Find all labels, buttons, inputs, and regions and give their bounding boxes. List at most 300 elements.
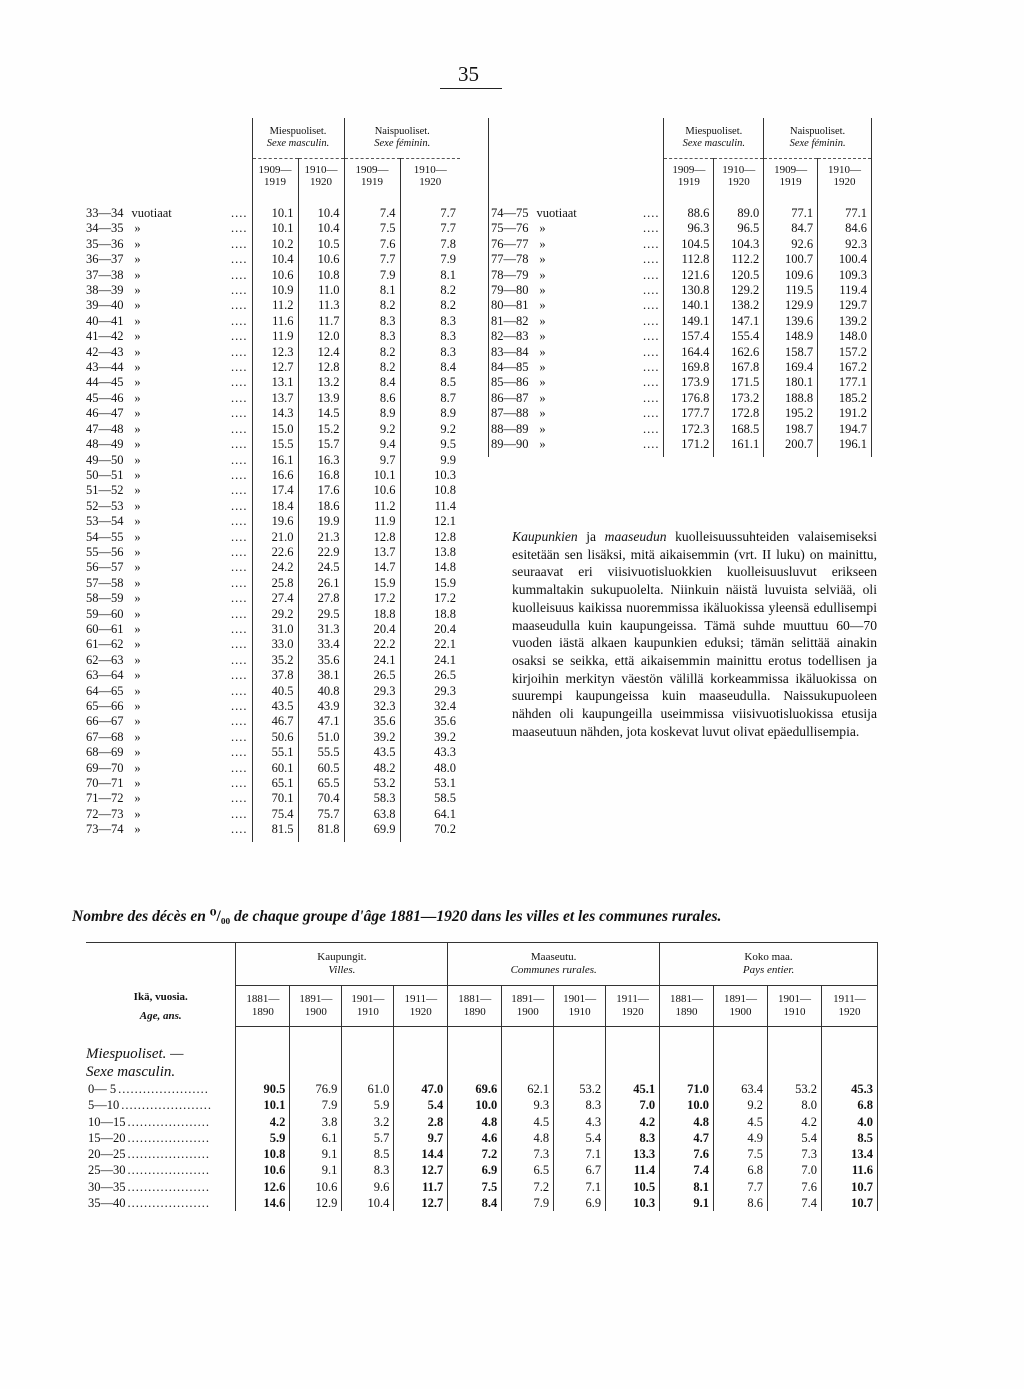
table-row xyxy=(84,314,460,329)
value-cell: 191.2 xyxy=(818,406,872,421)
value-cell: 5.4 xyxy=(767,1130,821,1146)
value-cell: 11.9 xyxy=(344,514,400,529)
ditto-mark: » xyxy=(134,699,141,713)
value-cell: 10.3 xyxy=(606,1195,660,1211)
value-cell: 7.9 xyxy=(502,1195,554,1211)
table-row xyxy=(86,1195,878,1211)
age-group-cell: 60—61 » .... xyxy=(84,622,252,637)
age-group: 64—65 xyxy=(86,683,124,698)
age-group-cell: 37—38 » .... xyxy=(84,268,252,283)
age-group: 34—35 xyxy=(86,221,124,236)
value-cell: 9.1 xyxy=(660,1195,714,1211)
age-group-cell: 56—57 » .... xyxy=(84,560,252,575)
value-cell: 70.2 xyxy=(434,822,456,837)
ditto-mark: » xyxy=(134,760,141,775)
value-cell: 158.7 xyxy=(764,345,818,360)
ditto-mark: » xyxy=(134,544,141,559)
value-cell: 8.4 xyxy=(344,375,400,390)
table-row xyxy=(84,283,460,298)
value-cell: 168.5 xyxy=(714,422,764,437)
value-cell: 11.2 xyxy=(344,499,400,514)
table-row xyxy=(86,1146,878,1162)
value-cell: 8.5 xyxy=(440,375,456,390)
table-row xyxy=(84,391,460,406)
value-cell: 46.7 xyxy=(252,714,298,729)
age-group: 25—30 xyxy=(88,1163,126,1178)
period-start: 1881— xyxy=(246,993,280,1005)
age-group: 88—89 xyxy=(491,421,529,436)
table-row xyxy=(84,761,460,776)
period-header: 1910— 1920 xyxy=(818,158,872,194)
age-group: 76—77 xyxy=(491,236,529,251)
period-start: 1891— xyxy=(724,993,757,1005)
value-cell: 4.8 xyxy=(502,1130,554,1146)
value-cell: 17.6 xyxy=(298,483,344,498)
value-cell: 9.7 xyxy=(344,453,400,468)
value-cell: 15.5 xyxy=(252,437,298,452)
value-cell: 4.7 xyxy=(660,1130,714,1146)
value-cell: 7.4 xyxy=(660,1162,714,1178)
table-row xyxy=(489,298,872,313)
age-group: 41—42 xyxy=(86,329,124,344)
value-cell: 39.2 xyxy=(434,729,456,744)
table-row xyxy=(84,622,460,637)
age-group: 77—78 xyxy=(491,252,529,267)
value-cell: 10.1 xyxy=(344,468,400,483)
table-row xyxy=(86,1097,878,1113)
value-cell: 69.6 xyxy=(448,1081,502,1097)
value-cell: 4.9 xyxy=(714,1130,768,1146)
table-row xyxy=(489,268,872,283)
period-end: 1920 xyxy=(621,1006,644,1018)
value-cell: 10.8 xyxy=(434,483,456,498)
period-end: 1920 xyxy=(838,1006,861,1018)
value-cell: 26.5 xyxy=(434,668,456,683)
ditto-mark: » xyxy=(134,283,141,298)
value-cell: 55.5 xyxy=(298,745,344,760)
value-cell: 8.1 xyxy=(440,267,456,282)
value-cell: 77.1 xyxy=(818,206,872,221)
value-cell: 129.7 xyxy=(818,298,872,313)
table-row xyxy=(84,468,460,483)
value-cell: 53.1 xyxy=(434,776,456,791)
age-group: 86—87 xyxy=(491,390,529,405)
value-cell: 6.8 xyxy=(714,1162,768,1178)
age-group-cell: 36—37 » .... xyxy=(84,252,252,267)
value-cell: 8.3 xyxy=(440,329,456,344)
period-end: 1890 xyxy=(675,1006,698,1018)
age-group: 38—39 xyxy=(86,283,124,298)
age-group-cell: 83—84 » .... xyxy=(489,345,664,360)
value-cell: 15.2 xyxy=(298,422,344,437)
table-row xyxy=(489,206,872,221)
value-cell: 9.9 xyxy=(440,452,456,467)
value-cell: 10.6 xyxy=(290,1179,342,1195)
value-cell: 8.2 xyxy=(344,345,400,360)
age-group: 69—70 xyxy=(86,760,124,775)
period-header: 1909— 1919 xyxy=(344,158,400,194)
value-cell: 58.3 xyxy=(344,791,400,806)
period-start: 1901— xyxy=(777,993,811,1005)
value-cell: 13.2 xyxy=(298,375,344,390)
age-group: 37—38 xyxy=(86,267,124,282)
value-cell: 171.2 xyxy=(664,437,714,452)
value-cell: 17.2 xyxy=(434,591,456,606)
ditto-mark: » xyxy=(134,467,141,482)
value-cell: 63.8 xyxy=(344,807,400,822)
value-cell: 24.1 xyxy=(344,653,400,668)
age-group-cell: 50—51 » .... xyxy=(84,468,252,483)
value-cell: 6.5 xyxy=(502,1162,554,1178)
value-cell: 8.6 xyxy=(714,1195,768,1211)
value-cell: 11.6 xyxy=(821,1162,877,1178)
age-group-cell: 5—10 ...................... xyxy=(86,1097,236,1113)
value-cell: 177.1 xyxy=(818,375,872,390)
value-cell: 8.3 xyxy=(606,1130,660,1146)
value-cell: 25.8 xyxy=(252,576,298,591)
age-group-cell: 43—44 » .... xyxy=(84,360,252,375)
age-group-cell: 48—49 » .... xyxy=(84,437,252,452)
table-row xyxy=(84,822,460,837)
age-group-cell: 25—30 .................... xyxy=(86,1162,236,1178)
table-row xyxy=(84,268,460,283)
value-cell: 11.4 xyxy=(434,498,456,513)
period-header xyxy=(767,986,821,1027)
value-cell: 76.9 xyxy=(290,1081,342,1097)
value-cell: 7.1 xyxy=(554,1179,606,1195)
age-group: 0— 5 xyxy=(88,1082,117,1096)
value-cell: 7.4 xyxy=(767,1195,821,1211)
age-group-cell: 42—43 » .... xyxy=(84,345,252,360)
value-cell: 11.6 xyxy=(252,314,298,329)
value-cell: 14.6 xyxy=(236,1195,290,1211)
ditto-mark: » xyxy=(134,236,141,251)
table-row xyxy=(489,252,872,267)
value-cell: 9.2 xyxy=(714,1097,768,1113)
ditto-mark: » xyxy=(134,776,141,791)
ditto-mark: » xyxy=(134,560,141,575)
age-group: 61—62 xyxy=(86,637,124,652)
age-group-cell: 53—54 » .... xyxy=(84,514,252,529)
period-header xyxy=(821,986,877,1027)
table-row xyxy=(84,237,460,252)
commentary-paragraph: Kaupunkien ja maaseudun kuolleisuussuhteiden valaisemiseksi esitetään sen lisäksi, mitä aikaisemmin (vrt. II luku) on mainittu, seuraavat eri viisivuotisluokkien kuolleisuusluvut erikseen kummaltakin sukupuolelta. Niinkuin näistä luvuista selviää, oli kuolleisuus kaikissa nuoremmissa ikäluokissa yleensä edullisempi maaseudulla kuin kaupungeissa. Tämä suhde muuttuu 60—70 vuoden iästä alkaen kaupunkien eduksi; tämän selittää ainakin osaksi se seikka, että aikaisemmin mainittu erotus todellisen ja kirjoihin merkityn väestön välillä korkeammissa ikäluokissa on suurempi kaupungeissa kuin maaseudulla. Naissukupuoleen nähden oli kaupungeilla useimmissa viisivuotisluokissa etusija maaseutuun nähden, jota koskevat luvut olivat epäedullisempia. xyxy=(512,529,878,739)
value-cell: 48.2 xyxy=(344,761,400,776)
age-group: 15—20 xyxy=(88,1130,126,1145)
value-cell: 17.4 xyxy=(252,483,298,498)
period-end: 1900 xyxy=(516,1006,539,1018)
value-cell: 7.1 xyxy=(554,1146,606,1162)
value-cell: 47.0 xyxy=(394,1081,448,1097)
value-cell: 7.2 xyxy=(502,1179,554,1195)
table-row xyxy=(86,1130,878,1146)
age-group-cell: 68—69 » .... xyxy=(84,745,252,760)
table-row xyxy=(84,776,460,791)
value-cell: 10.0 xyxy=(660,1097,714,1113)
table-row xyxy=(84,591,460,606)
urban-rural-table xyxy=(86,942,878,1211)
value-cell: 3.8 xyxy=(290,1114,342,1130)
age-group-cell: 85—86 » .... xyxy=(489,375,664,390)
table-row xyxy=(489,375,872,390)
age-group-cell: 77—78 » .... xyxy=(489,252,664,267)
table-row xyxy=(489,406,872,421)
period-start: 1881— xyxy=(670,993,704,1005)
age-group: 72—73 xyxy=(86,806,124,821)
value-cell: 96.3 xyxy=(664,221,714,236)
age-group-cell: 61—62 » .... xyxy=(84,637,252,652)
period-header xyxy=(502,986,554,1027)
period-start: 1891— xyxy=(511,993,545,1005)
section-label: Miespuoliset. — xyxy=(86,1045,236,1063)
value-cell: 6.7 xyxy=(554,1162,606,1178)
age-group-cell: 80—81 » .... xyxy=(489,298,664,313)
ditto-mark: » xyxy=(134,683,141,698)
age-group: 56—57 xyxy=(86,560,124,575)
ditto-mark: » xyxy=(539,221,546,236)
value-cell: 11.2 xyxy=(252,298,298,313)
ditto-mark: » xyxy=(539,283,546,298)
value-cell: 172.3 xyxy=(664,422,714,437)
value-cell: 8.4 xyxy=(440,360,456,375)
ditto-mark: » xyxy=(134,483,141,498)
period-header: 1910— 1920 xyxy=(714,158,764,194)
value-cell: 5.9 xyxy=(342,1097,394,1113)
value-cell: 155.4 xyxy=(714,329,764,344)
age-group: 35—36 xyxy=(86,236,124,251)
period-end: 1900 xyxy=(304,1006,327,1018)
table-row xyxy=(84,653,460,668)
age-group: 73—74 xyxy=(86,822,124,837)
age-group-cell: 59—60 » .... xyxy=(84,607,252,622)
ditto-mark: » xyxy=(134,313,141,328)
value-cell: 8.3 xyxy=(554,1097,606,1113)
value-cell: 8.3 xyxy=(440,313,456,328)
value-cell: 15.7 xyxy=(298,437,344,452)
value-cell: 3.2 xyxy=(342,1114,394,1130)
table-row xyxy=(489,360,872,375)
value-cell: 10.3 xyxy=(434,467,456,482)
value-cell: 12.7 xyxy=(394,1162,448,1178)
ditto-mark: » xyxy=(539,252,546,267)
period-start: 1901— xyxy=(351,993,385,1005)
period-header: 1910— 1920 xyxy=(298,158,344,194)
value-cell: 15.0 xyxy=(252,422,298,437)
value-cell: 10.0 xyxy=(448,1097,502,1113)
value-cell: 4.8 xyxy=(660,1114,714,1130)
value-cell: 10.8 xyxy=(298,268,344,283)
ditto-mark: » xyxy=(539,375,546,390)
value-cell: 16.3 xyxy=(298,453,344,468)
value-cell: 112.2 xyxy=(714,252,764,267)
value-cell: 84.6 xyxy=(818,221,872,236)
age-group: 53—54 xyxy=(86,514,124,529)
value-cell: 15.9 xyxy=(344,576,400,591)
value-cell: 8.2 xyxy=(344,360,400,375)
ditto-mark: » xyxy=(134,375,141,390)
period-end: 1910 xyxy=(356,1006,379,1018)
value-cell: 47.1 xyxy=(298,714,344,729)
ditto-mark: » xyxy=(134,421,141,436)
period-end: 1920 xyxy=(409,1006,432,1018)
value-cell: 167.2 xyxy=(818,360,872,375)
value-cell: 43.9 xyxy=(298,699,344,714)
table-row xyxy=(489,237,872,252)
value-cell: 4.8 xyxy=(448,1114,502,1130)
ditto-mark: » xyxy=(134,822,141,837)
period-start: 1891— xyxy=(299,993,333,1005)
age-group-cell: 81—82 » .... xyxy=(489,314,664,329)
value-cell: 10.8 xyxy=(236,1146,290,1162)
value-cell: 129.2 xyxy=(714,283,764,298)
value-cell: 10.4 xyxy=(342,1195,394,1211)
value-cell: 12.7 xyxy=(394,1195,448,1211)
value-cell: 100.7 xyxy=(764,252,818,267)
age-group: 78—79 xyxy=(491,267,529,282)
value-cell: 7.9 xyxy=(344,268,400,283)
age-group: 79—80 xyxy=(491,283,529,298)
value-cell: 10.6 xyxy=(344,483,400,498)
age-group: 43—44 xyxy=(86,360,124,375)
value-cell: 35.2 xyxy=(252,653,298,668)
value-cell: 10.4 xyxy=(252,252,298,267)
value-cell: 21.3 xyxy=(298,530,344,545)
period-header xyxy=(448,986,502,1027)
value-cell: 40.8 xyxy=(298,684,344,699)
age-group-cell: 15—20 .................... xyxy=(86,1130,236,1146)
ditto-mark: » xyxy=(539,298,546,313)
age-group-cell: 49—50 » .... xyxy=(84,453,252,468)
ditto-mark: » xyxy=(539,329,546,344)
value-cell: 6.9 xyxy=(448,1162,502,1178)
age-group: 85—86 xyxy=(491,375,529,390)
page-number-rule xyxy=(440,88,502,89)
value-cell: 8.3 xyxy=(344,314,400,329)
value-cell: 10.1 xyxy=(236,1097,290,1113)
period-header xyxy=(394,986,448,1027)
value-cell: 11.7 xyxy=(394,1179,448,1195)
value-cell: 4.2 xyxy=(606,1114,660,1130)
value-cell: 7.5 xyxy=(344,221,400,236)
value-cell: 65.1 xyxy=(252,776,298,791)
age-group: 40—41 xyxy=(86,313,124,328)
age-group: 59—60 xyxy=(86,606,124,621)
table-row xyxy=(84,375,460,390)
table-row xyxy=(84,545,460,560)
value-cell: 140.1 xyxy=(664,298,714,313)
value-cell: 43.5 xyxy=(252,699,298,714)
value-cell: 12.8 xyxy=(434,529,456,544)
page-number: 35 xyxy=(458,62,479,86)
value-cell: 20.4 xyxy=(344,622,400,637)
value-cell: 12.3 xyxy=(252,345,298,360)
value-cell: 32.3 xyxy=(344,699,400,714)
table-row xyxy=(86,1179,878,1195)
value-cell: 50.6 xyxy=(252,730,298,745)
table-row xyxy=(489,329,872,344)
age-group: 45—46 xyxy=(86,390,124,405)
value-cell: 9.7 xyxy=(394,1130,448,1146)
age-group-cell: 63—64 » .... xyxy=(84,668,252,683)
right-mortality-table xyxy=(488,118,872,457)
value-cell: 5.4 xyxy=(554,1130,606,1146)
age-group: 39—40 xyxy=(86,298,124,313)
value-cell: 10.1 xyxy=(252,221,298,236)
age-group: 20—25 xyxy=(88,1147,126,1162)
value-cell: 148.0 xyxy=(818,329,872,344)
value-cell: 121.6 xyxy=(664,268,714,283)
value-cell: 33.4 xyxy=(298,637,344,652)
value-cell: 194.7 xyxy=(818,422,872,437)
value-cell: 162.6 xyxy=(714,345,764,360)
value-cell: 7.7 xyxy=(440,221,456,236)
table-row xyxy=(489,314,872,329)
age-group-cell: 82—83 » .... xyxy=(489,329,664,344)
age-header: Ikä, vuosia. Age, ans. xyxy=(86,943,236,1027)
value-cell: 7.7 xyxy=(714,1179,768,1195)
value-cell: 81.5 xyxy=(252,822,298,837)
value-cell: 11.7 xyxy=(298,314,344,329)
value-cell: 10.1 xyxy=(252,206,298,221)
value-cell: 8.5 xyxy=(342,1146,394,1162)
ditto-mark: » xyxy=(134,406,141,421)
value-cell: 195.2 xyxy=(764,406,818,421)
value-cell: 9.2 xyxy=(344,422,400,437)
age-group-cell: 88—89 » .... xyxy=(489,422,664,437)
value-cell: 11.4 xyxy=(606,1162,660,1178)
value-cell: 8.9 xyxy=(344,406,400,421)
period-start: 1901— xyxy=(563,993,597,1005)
value-cell: 12.8 xyxy=(298,360,344,375)
table-row xyxy=(84,221,460,236)
value-cell: 138.2 xyxy=(714,298,764,313)
age-group-cell: 35—36 » .... xyxy=(84,237,252,252)
value-cell: 169.8 xyxy=(664,360,714,375)
table-row xyxy=(84,668,460,683)
value-cell: 10.6 xyxy=(236,1162,290,1178)
ditto-mark: » xyxy=(134,745,141,760)
value-cell: 65.5 xyxy=(298,776,344,791)
age-group-cell: 70—71 » .... xyxy=(84,776,252,791)
age-group-cell: 69—70 » .... xyxy=(84,761,252,776)
value-cell: 19.9 xyxy=(298,514,344,529)
value-cell: 2.8 xyxy=(394,1114,448,1130)
age-group-cell: 41—42 » .... xyxy=(84,329,252,344)
value-cell: 13.1 xyxy=(252,375,298,390)
value-cell: 12.9 xyxy=(290,1195,342,1211)
age-group: 30—35 xyxy=(88,1179,126,1194)
period-start: 1911— xyxy=(833,993,866,1005)
value-cell: 196.1 xyxy=(818,437,872,452)
value-cell: 104.5 xyxy=(664,237,714,252)
value-cell: 19.6 xyxy=(252,514,298,529)
age-group-cell: 40—41 » .... xyxy=(84,314,252,329)
table-row xyxy=(489,345,872,360)
value-cell: 173.2 xyxy=(714,391,764,406)
value-cell: 7.7 xyxy=(344,252,400,267)
ditto-mark: » xyxy=(539,236,546,251)
age-group-cell: 74—75 vuotiaat .... xyxy=(489,206,664,221)
age-group: 74—75 xyxy=(491,206,529,220)
value-cell: 4.5 xyxy=(714,1114,768,1130)
ditto-mark: » xyxy=(539,437,546,452)
value-cell: 26.5 xyxy=(344,668,400,683)
period-header: 1909— 1919 xyxy=(764,158,818,194)
age-group-cell: 65—66 » .... xyxy=(84,699,252,714)
value-cell: 92.6 xyxy=(764,237,818,252)
value-cell: 60.5 xyxy=(298,761,344,776)
table-row xyxy=(84,252,460,267)
